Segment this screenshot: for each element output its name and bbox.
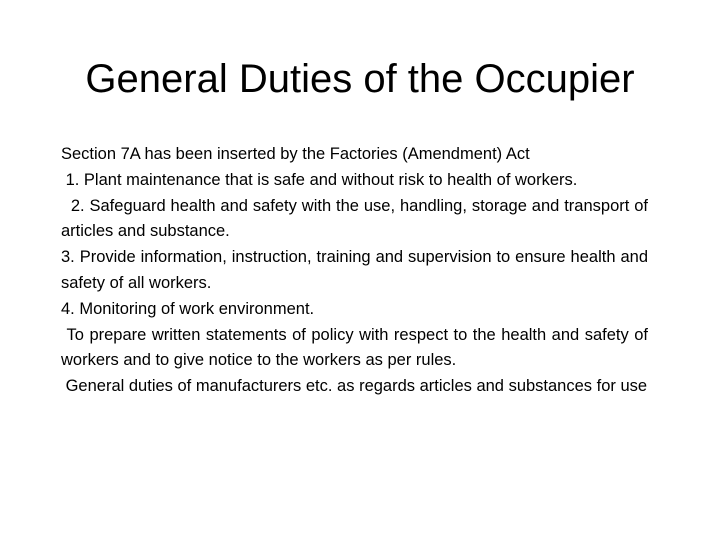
slide-title: General Duties of the Occupier [85,57,635,101]
paragraph-safeguard-health: 2. Safeguard health and safety with the use, handling, storage and transport of articles and substance. [61,196,653,241]
paragraph-section-7a: Section 7A has been inserted by the Factories (Amendment) Act [61,145,530,163]
paragraph-written-statements: To prepare written statements of policy with respect to the health and safety of workers and to give notice to the workers as per rules. [61,325,653,370]
paragraph-provide-information: 3. Provide information, instruction, training and supervision to ensure health and safety of all workers. [61,248,648,292]
paragraph-manufacturers-duties: General duties of manufacturers etc. as regards articles and substances for use [61,377,648,396]
paragraph-plant-maintenance: 1. Plant maintenance that is safe and without risk to health of workers. [61,170,578,189]
slide-body [61,142,653,400]
paragraph-monitoring: 4. Monitoring of work environment. [61,299,315,318]
